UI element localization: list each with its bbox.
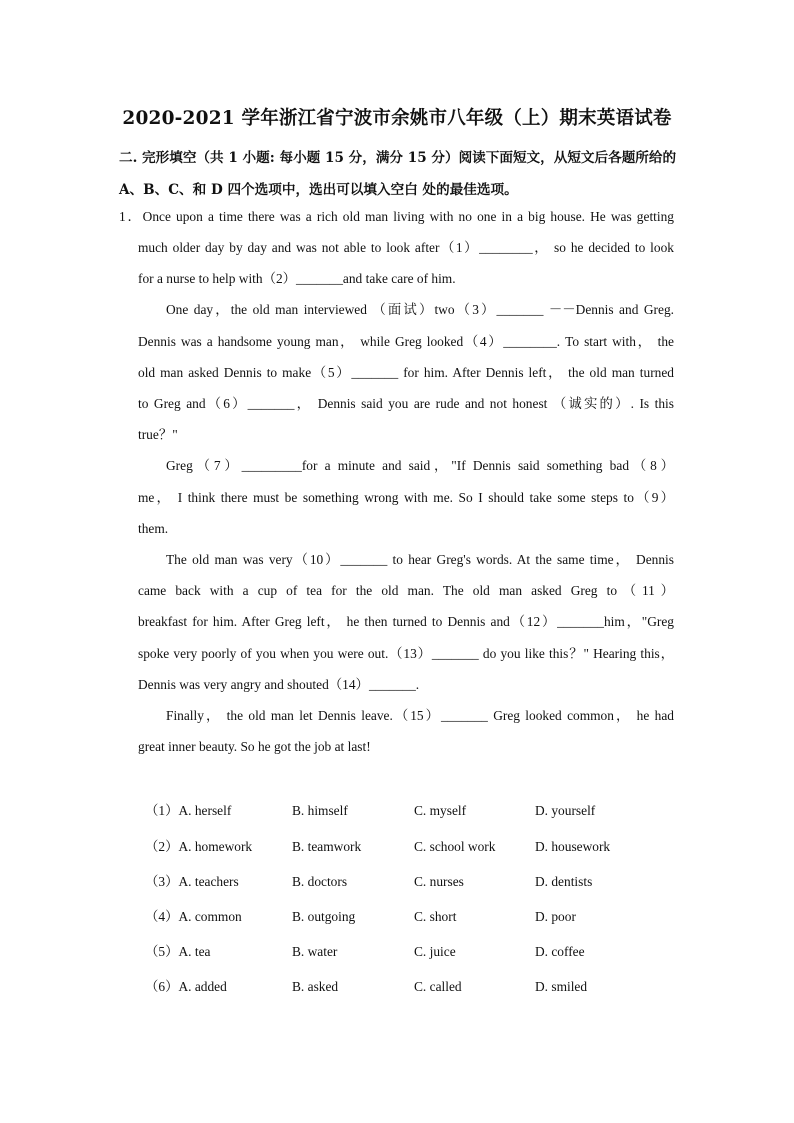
option-c: C. juice: [414, 944, 456, 959]
option-d: D. dentists: [535, 874, 593, 889]
section-instruction-line-1: 二. 完形填空（共 1 小题: 每小题 15 分，满分 15 分）阅读下面短文，从短文后各题所给的: [119, 150, 677, 166]
option-b: B. outgoing: [292, 909, 356, 924]
passage-line: The old man was very（10）_______ to hear Greg's words. At the same time， Dennis: [166, 552, 674, 567]
passage-line: 1．Once upon a time there was a rich old man living with no one in a big house. He was getting: [119, 209, 674, 224]
option-number: （5）A. tea: [145, 944, 211, 959]
passage-line: Greg（7）_________for a minute and said，"If Dennis said something bad（8）: [166, 458, 674, 473]
option-b: B. asked: [292, 979, 339, 994]
option-number: （6）A. added: [145, 979, 227, 994]
passage-line: Dennis was a handsome young man， while Greg looked（4）________. To start with， the: [138, 334, 674, 349]
option-c: C. school work: [414, 839, 496, 854]
option-d: D. housework: [535, 839, 611, 854]
passage-line: much older day by day and was not able to look after（1）________， so he decided to look: [138, 240, 674, 255]
section-instruction-line-2: A、B、C、和 D 四个选项中，选出可以填入空白 处的最佳选项。: [119, 182, 518, 198]
option-c: C. myself: [414, 803, 467, 818]
option-b: B. water: [292, 944, 338, 959]
passage-line: true？": [138, 427, 178, 442]
passage-line: great inner beauty. So he got the job at last!: [138, 739, 371, 754]
option-c: C. short: [414, 909, 457, 924]
passage-line: breakfast for him. After Greg left， he then turned to Dennis and（12）_______him，"Greg: [138, 614, 674, 629]
passage-line: came back with a cup of tea for the old man. The old man asked Greg to（11）: [138, 583, 674, 598]
passage-line: them.: [138, 521, 169, 536]
passage-line: me， I think there must be something wrong with me. So I should take some steps to（9）: [138, 490, 674, 505]
passage-line: to Greg and（6）_______， Dennis said you are rude and not honest （诚实的）. Is this: [138, 396, 674, 411]
option-d: D. yourself: [535, 803, 596, 818]
option-d: D. poor: [535, 909, 576, 924]
option-d: D. coffee: [535, 944, 585, 959]
option-c: C. nurses: [414, 874, 464, 889]
option-number: （3）A. teachers: [145, 874, 239, 889]
passage-line: for a nurse to help with（2）_______and take care of him.: [138, 271, 456, 286]
passage-line: spoke very poorly of you when you were out.（13）_______ do you like this？" Hearing this，: [138, 646, 674, 661]
passage-line: Dennis was very angry and shouted（14）_______.: [138, 677, 420, 692]
passage-line: old man asked Dennis to make（5）_______ for him. After Dennis left， the old man turned: [138, 365, 674, 380]
option-b: B. himself: [292, 803, 348, 818]
option-c: C. called: [414, 979, 462, 994]
option-number: （4）A. common: [145, 909, 242, 924]
passage-line: Finally， the old man let Dennis leave.（15）_______ Greg looked common， he had: [166, 708, 674, 723]
option-number: （1）A. herself: [145, 803, 232, 818]
option-d: D. smiled: [535, 979, 588, 994]
option-b: B. doctors: [292, 874, 348, 889]
exam-title: 2020-2021 学年浙江省宁波市余姚市八年级（上）期末英语试卷: [122, 108, 672, 129]
option-b: B. teamwork: [292, 839, 362, 854]
passage-line: One day，the old man interviewed （面试）two（3）_______ －－Dennis and Greg.: [166, 302, 674, 317]
option-number: （2）A. homework: [145, 839, 253, 854]
